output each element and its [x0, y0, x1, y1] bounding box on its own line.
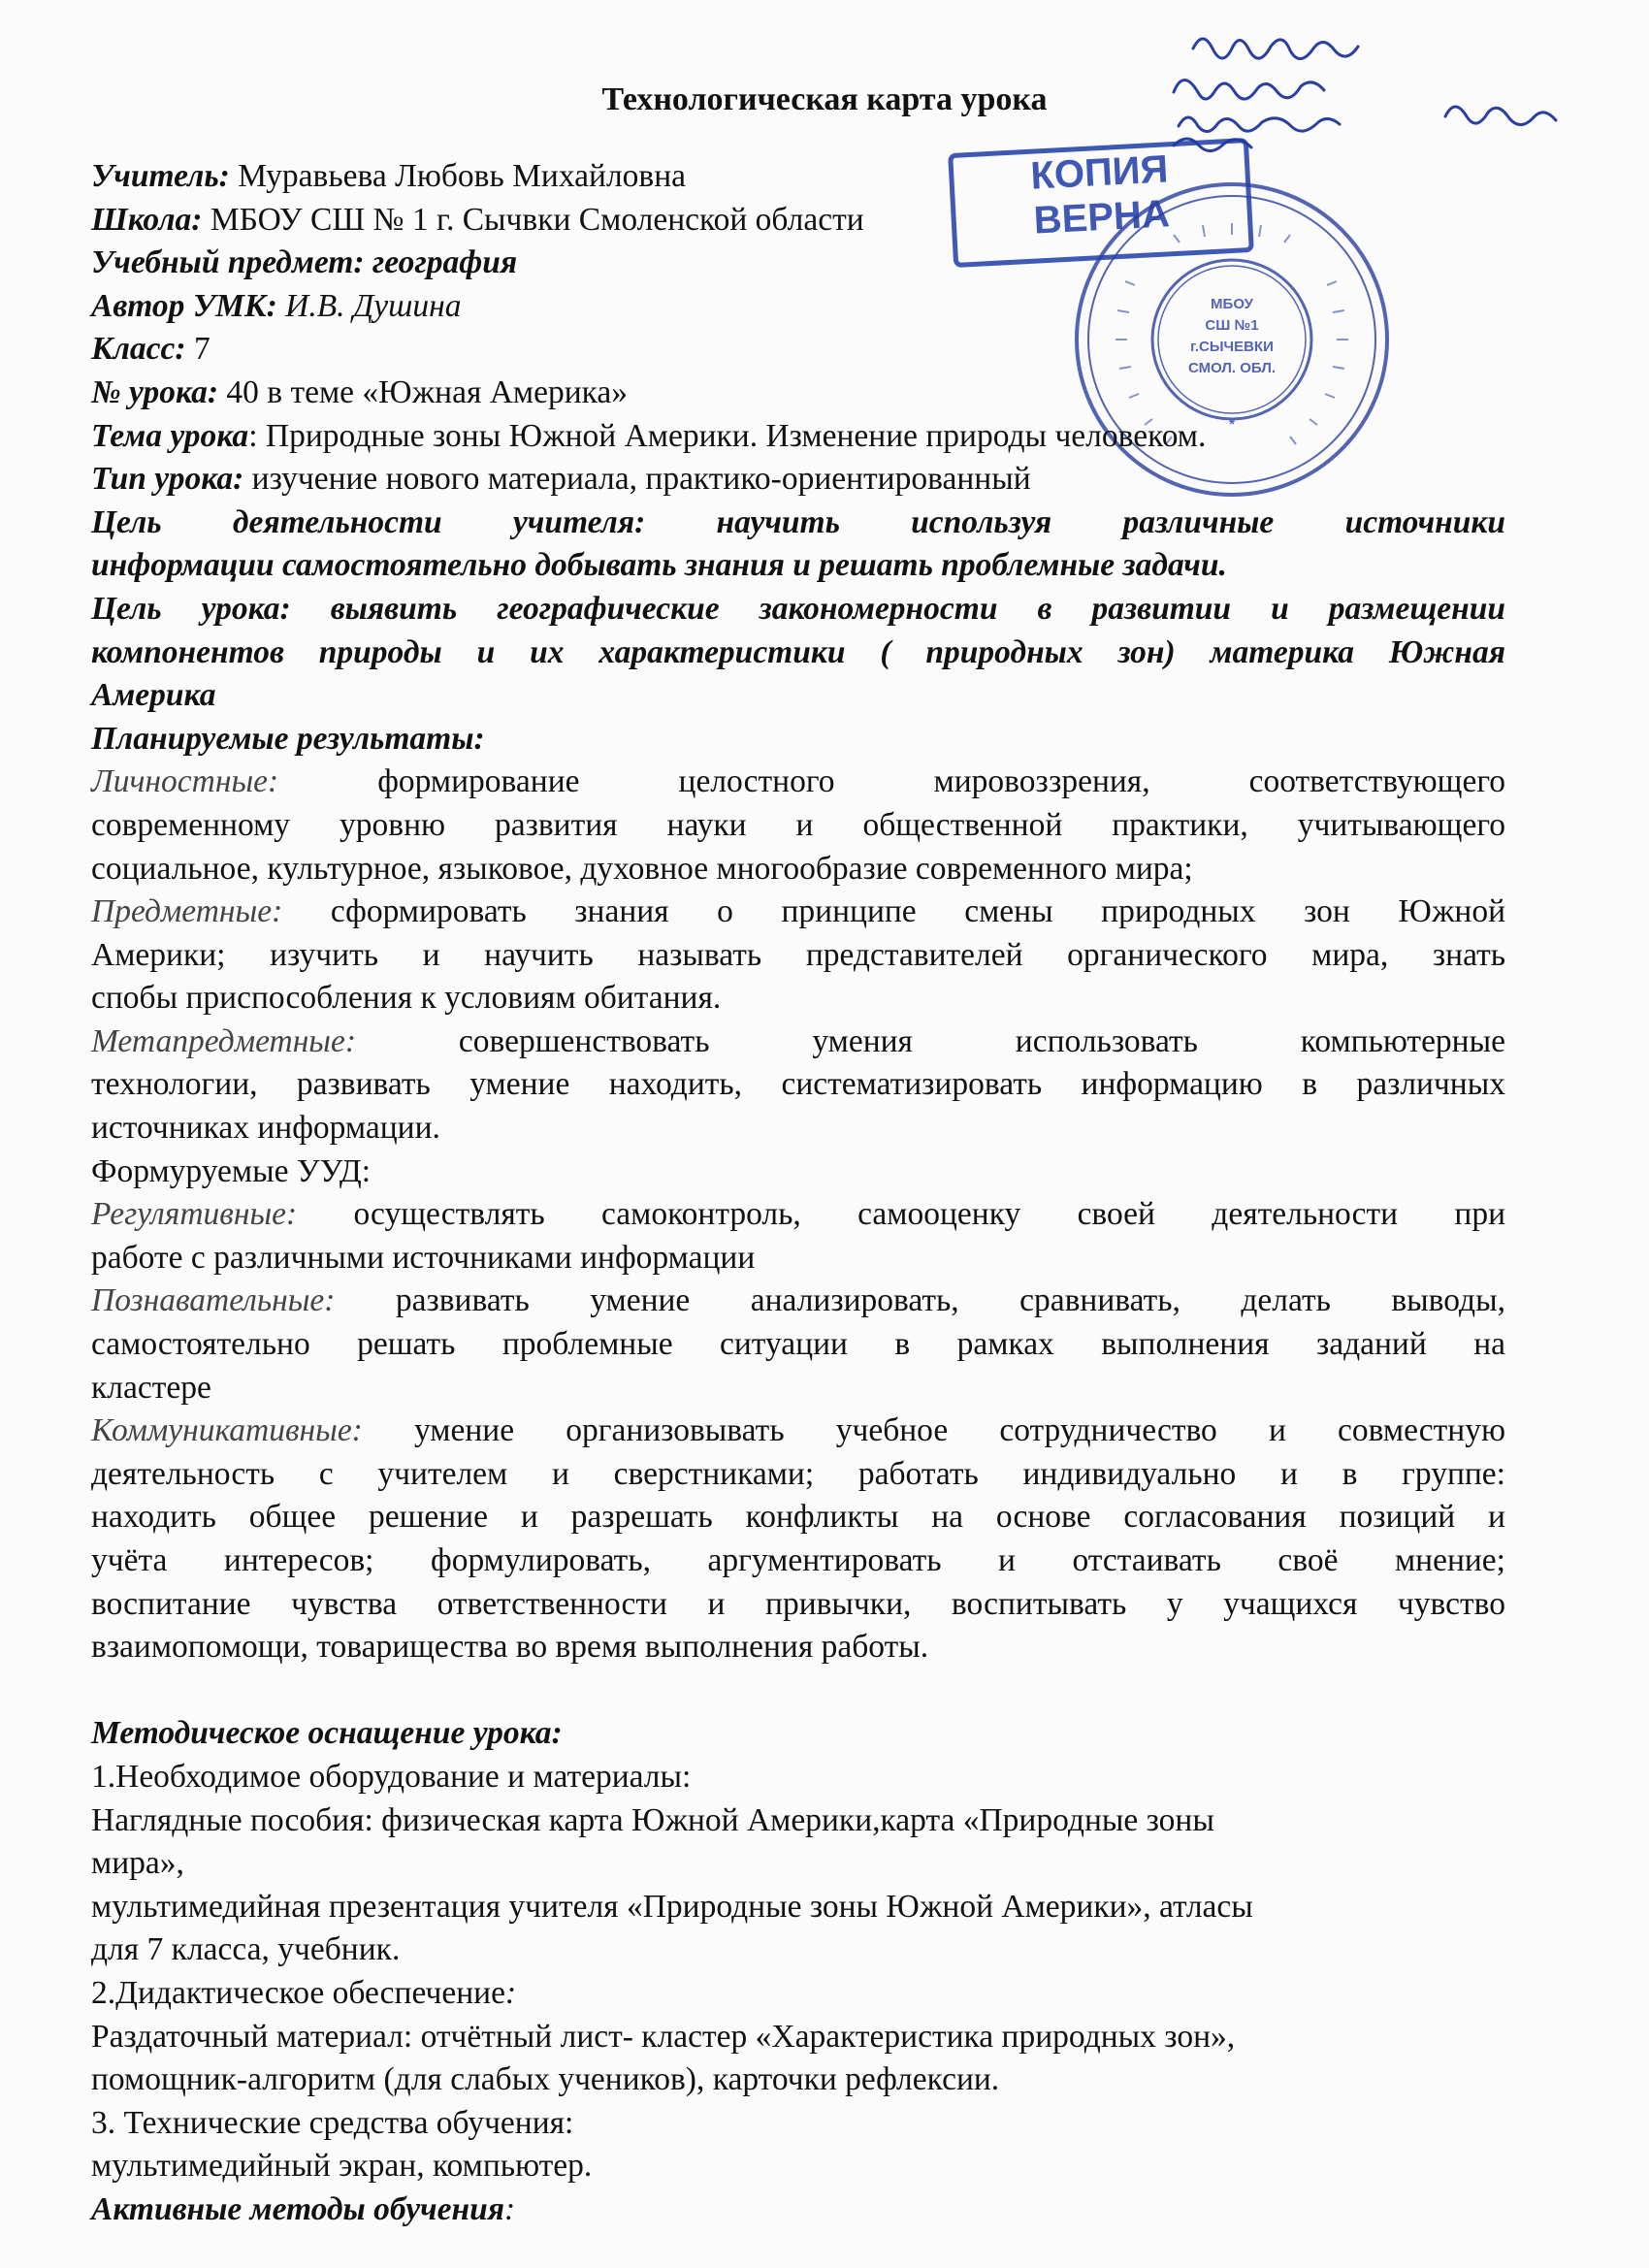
tech-means-line-1: 3. Технические средства обучения:: [91, 2104, 574, 2141]
class-line: Класс: 7: [91, 331, 210, 368]
personal-results-line-3: социальное, культурное, языковое, духовное многообразие современного мира;: [91, 850, 1193, 887]
teacher-line: Учитель: Муравьева Любовь Михайловна: [91, 158, 687, 194]
lesson-type-line: Тип урока: изучение нового материала, практико-ориентированный: [91, 461, 1031, 498]
communicative-line-3: находить общее решение и разрешать конфликты на основе согласования позиций и: [91, 1499, 1505, 1536]
communicative-line-6: взаимопомощи, товарищества во время выполнения работы.: [91, 1629, 929, 1666]
didactic-line-2: Раздаточный материал: отчётный лист- кластер «Характеристика природных зон»,: [91, 2018, 1236, 2055]
personal-results-line-1: Личностные: формирование целостного мировоззрения, соответствующего: [91, 763, 1505, 800]
communicative-line-5: воспитание чувства ответственности и привычки, воспитывать у учащихся чувство: [91, 1585, 1505, 1622]
author-line: Автор УМК: И.В. Душина: [91, 287, 462, 324]
meta-results-line-1: Метапредметные: совершенствовать умения использовать компьютерные: [91, 1022, 1505, 1059]
regulative-line-2: работе с различными источниками информации: [91, 1239, 756, 1276]
methodical-heading: Методическое оснащение урока:: [91, 1715, 563, 1752]
personal-results-line-2: современному уровню развития науки и общественной практики, учитывающего: [91, 806, 1505, 843]
topic-line: Тема урока: Природные зоны Южной Америки. Изменение природы человеком.: [91, 417, 1207, 454]
tech-means-line-2: мультимедийный экран, компьютер.: [91, 2148, 593, 2185]
planned-results-heading: Планируемые результаты:: [91, 720, 485, 757]
meta-results-line-3: источниках информации.: [91, 1110, 440, 1147]
subject-results-line-3: спобы приспособления к условиям обитания.: [91, 980, 722, 1017]
svg-text:*: *: [1229, 416, 1235, 433]
subject-line: Учебный предмет: география: [91, 244, 518, 281]
equipment-line-1: 1.Необходимое оборудование и материалы:: [91, 1758, 692, 1795]
didactic-line-3: помощник-алгоритм (для слабых учеников), карточки рефлексии.: [91, 2061, 1000, 2098]
stamp-line-2: ВЕРНА: [1032, 192, 1171, 243]
cognitive-line-1: Познавательные: развивать умение анализировать, сравнивать, делать выводы,: [91, 1282, 1505, 1319]
equipment-line-3: мира»,: [91, 1845, 184, 1882]
lesson-number-line: № урока: 40 в теме «Южная Америка»: [91, 373, 629, 410]
page-title: Технологическая карта урока: [601, 81, 1048, 117]
meta-results-line-2: технологии, развивать умение находить, систематизировать информацию в различных: [91, 1066, 1505, 1103]
teacher-goal-line-2: информации самостоятельно добывать знания и решать проблемные задачи.: [91, 547, 1227, 584]
regulative-line-1: Регулятивные: осуществлять самоконтроль, самооценку своей деятельности при: [91, 1196, 1505, 1233]
cognitive-line-2: самостоятельно решать проблемные ситуации в рамках выполнения заданий на: [91, 1326, 1505, 1363]
subject-results-line-1: Предметные: сформировать знания о принципе смены природных зон Южной: [91, 893, 1505, 930]
school-line: Школа: МБОУ СШ № 1 г. Сычвки Смоленской области: [91, 201, 864, 238]
active-methods-line: Активные методы обучения:: [91, 2190, 516, 2227]
equipment-line-5: для 7 класса, учебник.: [91, 1931, 401, 1968]
communicative-line-1: Коммуникативные: умение организовывать учебное сотрудничество и совместную: [91, 1412, 1505, 1449]
blank-line: [91, 1669, 1505, 1713]
communicative-line-4: учёта интересов; формулировать, аргументировать и отстаивать своё мнение;: [91, 1542, 1505, 1578]
document-body: [91, 155, 1505, 2232]
svg-text:МБОУ: МБОУ: [1211, 296, 1253, 312]
stamp-line-1: КОПИЯ: [1029, 147, 1170, 198]
svg-text:СШ №1: СШ №1: [1205, 317, 1259, 334]
communicative-line-2: деятельность с учителем и сверстниками; работать индивидуально и в группе:: [91, 1455, 1505, 1492]
teacher-goal-line-1: Цель деятельности учителя: научить используя различные источники: [91, 503, 1505, 540]
lesson-goal-line-1: Цель урока: выявить географические закономерности в развитии и размещении: [91, 590, 1505, 627]
equipment-line-4: мультимедийная презентация учителя «Природные зоны Южной Америки», атласы: [91, 1888, 1253, 1925]
lesson-goal-line-3: Америка: [91, 677, 216, 714]
cognitive-line-3: кластере: [91, 1369, 211, 1406]
svg-text:г.СЫЧЕВКИ: г.СЫЧЕВКИ: [1190, 339, 1274, 355]
lesson-goal-line-2: компонентов природы и их характеристики ( природных зон) материка Южная: [91, 633, 1505, 670]
svg-text:СМОЛ. ОБЛ.: СМОЛ. ОБЛ.: [1187, 360, 1277, 376]
uud-heading: Формуруемые УУД:: [91, 1152, 372, 1189]
subject-results-line-2: Америки; изучить и научить называть представителей органического мира, знать: [91, 936, 1505, 973]
didactic-line-1: 2.Дидактическое обеспечение:: [91, 1974, 517, 2011]
equipment-line-2: Наглядные пособия: физическая карта Южной Америки,карта «Природные зоны: [91, 1801, 1214, 1838]
